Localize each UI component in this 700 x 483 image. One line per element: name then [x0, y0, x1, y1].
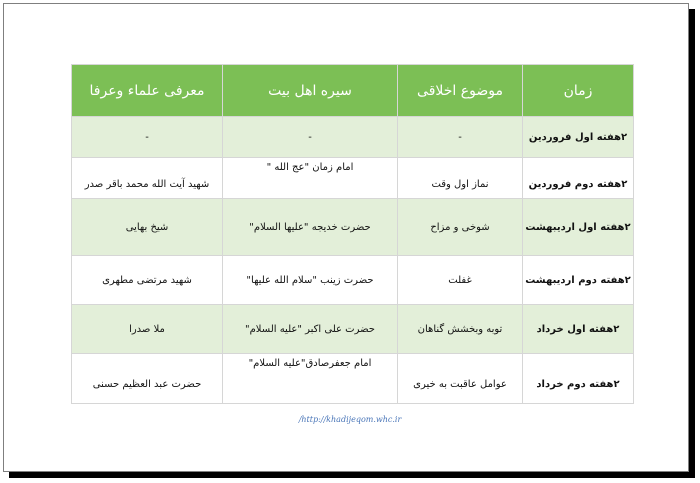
- time-cell: ۲هفته دوم اردیبهشت: [523, 256, 634, 305]
- sira-text: امام زمان "عج الله ": [266, 162, 354, 173]
- header-moral-topic: موضوع اخلاقی: [398, 65, 523, 117]
- topic-cell: غفلت: [398, 256, 523, 305]
- topic-cell: عوامل عاقبت به خیری: [398, 354, 523, 404]
- table-row: [72, 305, 634, 354]
- scholar-cell: حضرت عبد العظیم حسنی: [72, 354, 223, 404]
- sira-cell: [223, 354, 398, 404]
- table-row: [72, 158, 634, 199]
- topic-cell: نماز اول وقت: [398, 158, 523, 199]
- scholar-cell: -: [72, 117, 223, 158]
- scholar-cell: ملا صدرا: [72, 305, 223, 354]
- table-row: [72, 354, 634, 404]
- scholar-cell: شهید آیت الله محمد باقر صدر: [72, 158, 223, 199]
- sira-cell: حضرت علی اکبر "علیه السلام": [223, 305, 398, 354]
- header-scholars: معرفی علماء وعرفا: [72, 65, 223, 117]
- topic-cell: -: [398, 117, 523, 158]
- time-cell: ۲هفته اول خرداد: [523, 305, 634, 354]
- scholar-cell: شیخ بهایی: [72, 199, 223, 256]
- time-cell: ۲هفته اول اردیبهشت: [523, 199, 634, 256]
- table-row: [72, 117, 634, 158]
- sira-cell: حضرت زینب "سلام الله علیها": [223, 256, 398, 305]
- time-cell: ۲هفته اول فروردین: [523, 117, 634, 158]
- header-ahl-bayt-sira: سیره اهل بیت: [223, 65, 398, 117]
- sira-cell: [223, 158, 398, 199]
- sira-text: امام جعفرصادق"علیه السلام": [248, 358, 372, 369]
- schedule-table: [71, 64, 634, 404]
- source-url: /http://khadijeqom.whc.ir: [298, 415, 402, 424]
- table-header-row: [72, 65, 634, 117]
- time-cell: ۲هفته دوم فروردین: [523, 158, 634, 199]
- topic-cell: توبه وبخشش گناهان: [398, 305, 523, 354]
- table-row: [72, 199, 634, 256]
- header-time: زمان: [523, 65, 634, 117]
- time-cell: ۲هفته دوم خرداد: [523, 354, 634, 404]
- topic-cell: شوخی و مزاح: [398, 199, 523, 256]
- sira-cell: حضرت خدیجه "علیها السلام": [223, 199, 398, 256]
- sira-cell: -: [223, 117, 398, 158]
- scholar-cell: شهید مرتضی مطهری: [72, 256, 223, 305]
- table-row: [72, 256, 634, 305]
